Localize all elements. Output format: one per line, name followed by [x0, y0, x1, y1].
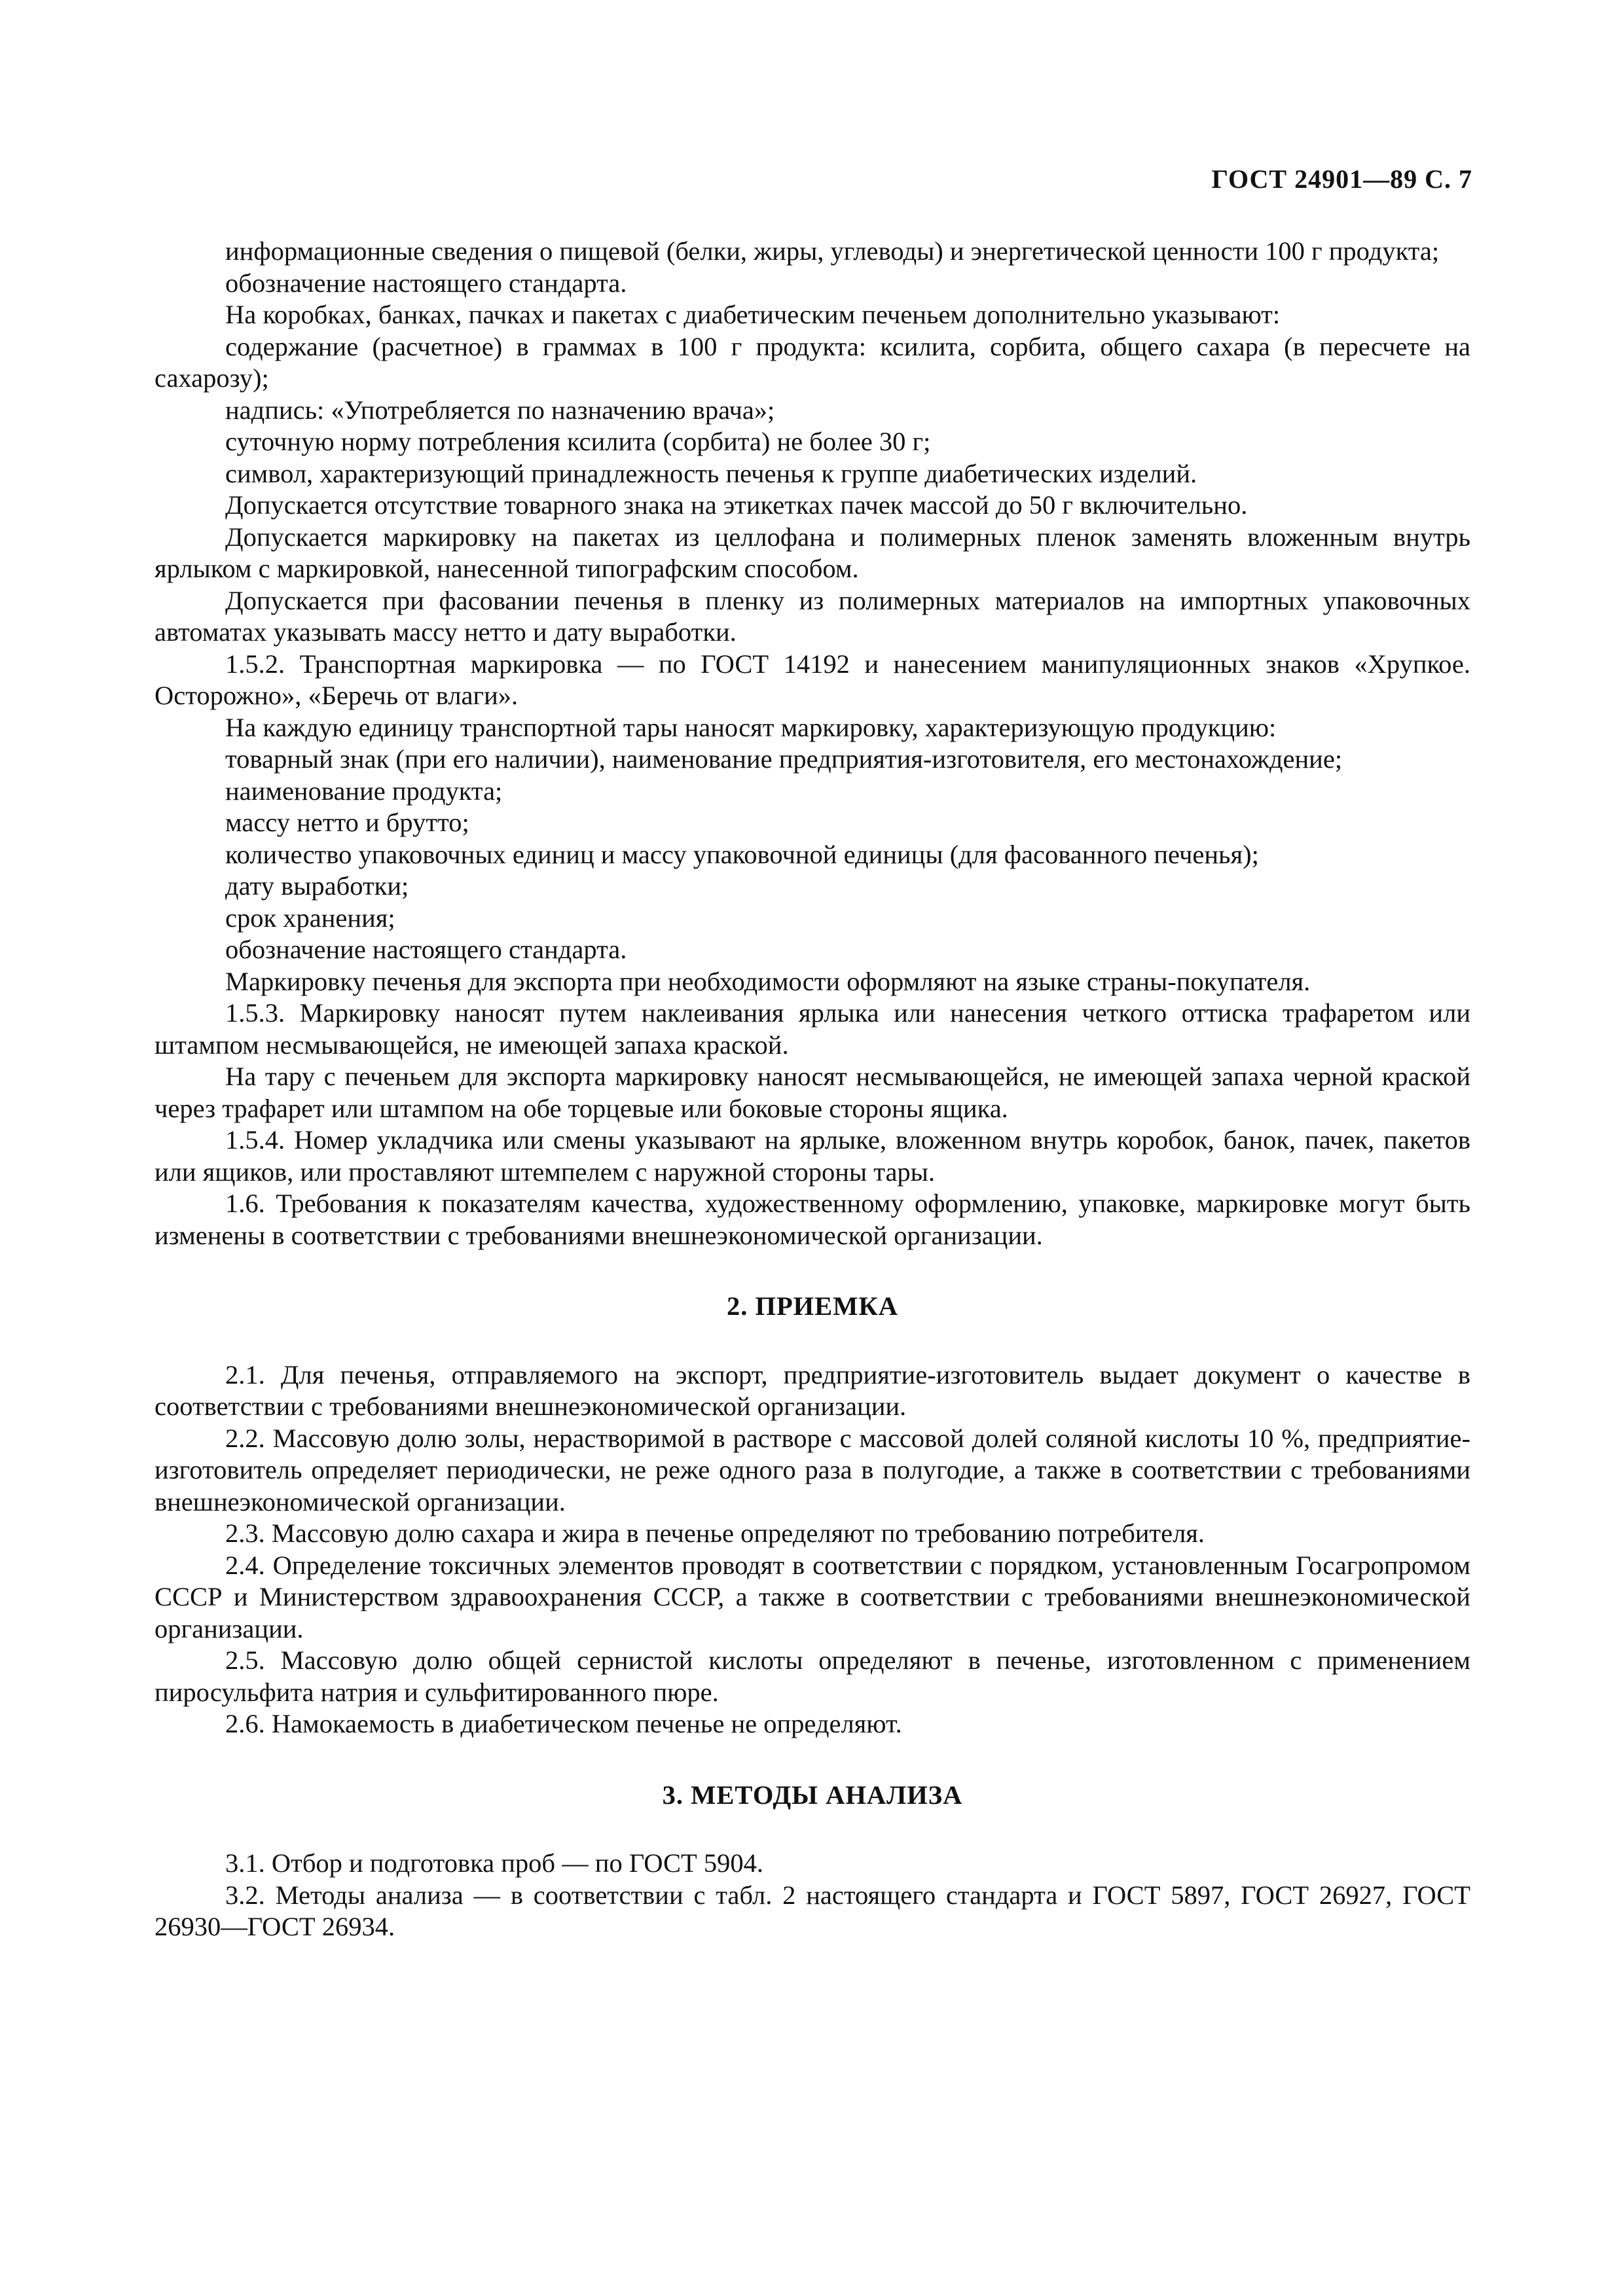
- paragraph: Допускается маркировку на пакетах из целлофана и полимерных пленок заменять вложенным внутрь ярлыком с маркировкой, нанесенной типографским способом.: [155, 522, 1470, 583]
- paragraph: товарный знак (при его наличии), наименование предприятия-изготовителя, его местонахождение;: [225, 744, 1343, 774]
- section-heading-acceptance: 2. ПРИЕМКА: [726, 1291, 899, 1321]
- section-heading-methods: 3. МЕТОДЫ АНАЛИЗА: [662, 1780, 963, 1810]
- paragraph: надпись: «Употребляется по назначению врача»;: [225, 395, 775, 425]
- paragraph: 2.4. Определение токсичных элементов проводят в соответствии с порядком, установленным Госагропромом СССР и Министерством здравоохранения СССР, а также в соответствии с требованиями внешнеэкономической организации.: [155, 1550, 1470, 1643]
- paragraph: информационные сведения о пищевой (белки, жиры, углеводы) и энергетической ценности 100 г продукта;: [225, 236, 1440, 266]
- paragraph: На тару с печеньем для экспорта маркировку наносят несмывающейся, не имеющей запаха черной краской через трафарет или штампом на обе торцевые или боковые стороны ящика.: [155, 1062, 1470, 1123]
- paragraph: 1.5.3. Маркировку наносят путем наклеивания ярлыка или нанесения четкого оттиска трафаретом или штампом несмывающейся, не имеющей запаха краской.: [155, 998, 1470, 1060]
- document-header-code: ГОСТ 24901—89 С. 7: [1211, 164, 1472, 194]
- paragraph: наименование продукта;: [225, 776, 503, 806]
- paragraph: 2.2. Массовую долю золы, нерастворимой в растворе с массовой долей соляной кислоты 10 %, предприятие-изготовитель определяет периодически, не реже одного раза в полугодие, а также в соответствии с требованиями внешнеэкономической организации.: [155, 1423, 1470, 1516]
- paragraph: обозначение настоящего стандарта.: [225, 268, 627, 298]
- paragraph: 2.3. Массовую долю сахара и жира в печенье определяют по требованию потребителя.: [225, 1518, 1205, 1548]
- paragraph: дату выработки;: [225, 871, 409, 901]
- paragraph: массу нетто и брутто;: [225, 808, 469, 837]
- paragraph: символ, характеризующий принадлежность печенья к группе диабетических изделий.: [225, 458, 1197, 488]
- paragraph: На коробках, банках, пачках и пакетах с диабетическим печеньем дополнительно указывают:: [225, 300, 1281, 329]
- paragraph: 3.1. Отбор и подготовка проб — по ГОСТ 5904.: [225, 1848, 763, 1878]
- paragraph: срок хранения;: [225, 903, 395, 933]
- paragraph: количество упаковочных единиц и массу упаковочной единицы (для фасованного печенья);: [225, 839, 1259, 869]
- paragraph: 1.5.2. Транспортная маркировка — по ГОСТ 14192 и нанесением манипуляционных знаков «Хрупкое. Осторожно», «Беречь от влаги».: [155, 649, 1470, 710]
- paragraph: Маркировку печенья для экспорта при необходимости оформляют на языке страны-покупателя.: [225, 966, 1311, 996]
- paragraph: суточную норму потребления ксилита (сорбита) не более 30 г;: [225, 427, 931, 456]
- paragraph: Допускается отсутствие товарного знака на этикетках пачек массой до 50 г включительно.: [225, 490, 1248, 520]
- paragraph: 2.5. Массовую долю общей сернистой кислоты определяют в печенье, изготовленном с применением пиросульфита натрия и сульфитированного пюре.: [155, 1645, 1470, 1707]
- paragraph: 1.5.4. Номер укладчика или смены указывают на ярлыке, вложенном внутрь коробок, банок, пачек, пакетов или ящиков, или проставляют штемпелем с наружной стороны тары.: [155, 1125, 1470, 1187]
- paragraph: Допускается при фасовании печенья в пленку из полимерных материалов на импортных упаковочных автоматах указывать массу нетто и дату выработки.: [155, 585, 1470, 647]
- paragraph: обозначение настоящего стандарта.: [225, 935, 627, 964]
- document-body: [155, 236, 1470, 1943]
- paragraph: 1.6. Требования к показателям качества, художественному оформлению, упаковке, маркировке могут быть изменены в соответствии с требованиями внешнеэкономической организации.: [155, 1189, 1470, 1250]
- paragraph: На каждую единицу транспортной тары наносят маркировку, характеризующую продукцию:: [225, 712, 1277, 742]
- paragraph: 2.1. Для печенья, отправляемого на экспорт, предприятие-изготовитель выдает документ о качестве в соответствии с требованиями внешнеэкономической организации.: [155, 1359, 1470, 1421]
- paragraph: содержание (расчетное) в граммах в 100 г продукта: ксилита, сорбита, общего сахара (в пересчете на сахарозу);: [155, 331, 1470, 393]
- paragraph: 3.2. Методы анализа — в соответствии с табл. 2 настоящего стандарта и ГОСТ 5897, ГОСТ 26927, ГОСТ 26930—ГОСТ 26934.: [155, 1880, 1470, 1941]
- paragraph: 2.6. Намокаемость в диабетическом печенье не определяют.: [225, 1709, 902, 1738]
